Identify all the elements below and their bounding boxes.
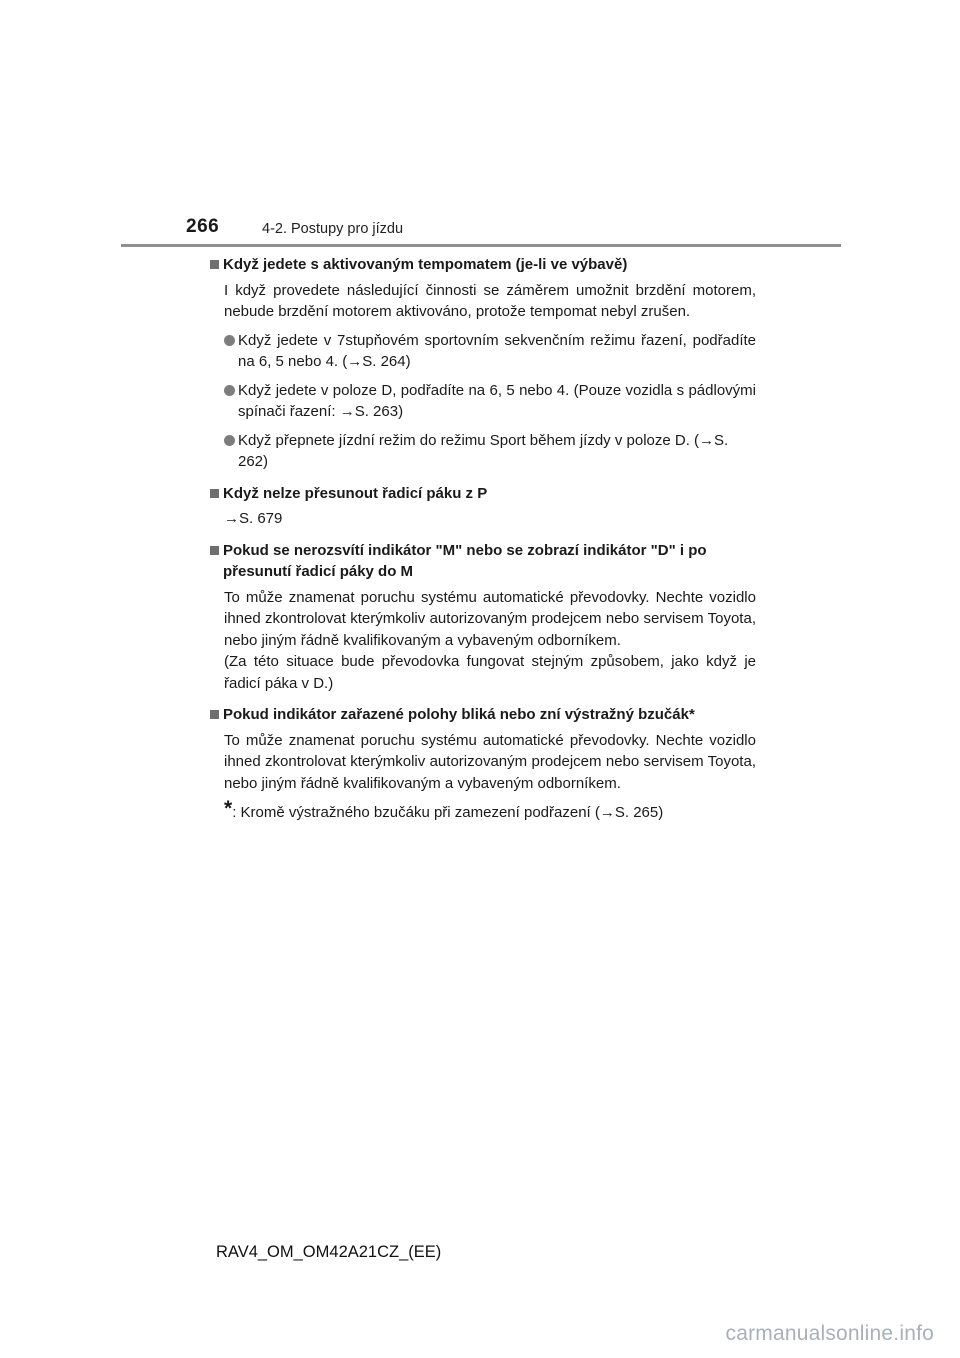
watermark: carmanualsonline.info bbox=[725, 1322, 934, 1345]
square-bullet-icon bbox=[210, 546, 219, 555]
page-content bbox=[210, 254, 756, 824]
footnote-mark: * bbox=[224, 797, 233, 820]
section-heading-shift-lever-p: Když nelze přesunout řadicí páku z P bbox=[210, 483, 756, 505]
square-bullet-icon bbox=[210, 260, 219, 269]
section-title: 4-2. Postupy pro jízdu bbox=[262, 221, 404, 237]
page-number: 266 bbox=[186, 216, 220, 237]
section-paragraph: To může znamenat poruchu systému automatické převodovky. Nechte vozidlo ihned zkontrolovat kterýmkoliv autorizovaným prodejcem nebo servisem Toyota, nebo jiným řádně kvalifikovaným a vybaveným odborníkem. bbox=[224, 588, 756, 649]
section-paragraph: To může znamenat poruchu systému automatické převodovky. Nechte vozidlo ihned zkontrolovat kterýmkoliv autorizovaným prodejcem nebo servisem Toyota, nebo jiným řádně kvalifikovaným a vybaveným odborníkem. bbox=[224, 731, 756, 792]
list-item: Když přepnete jízdní režim do režimu Sport během jízdy v poloze D. (→S. 262) bbox=[224, 430, 756, 473]
section-paragraph: I když provedete následující činnosti se záměrem umožnit brzdění motorem, nebude brzdění motorem aktivováno, protože tempomat nebyl zrušen. bbox=[224, 281, 756, 320]
circle-bullet-icon bbox=[224, 435, 235, 446]
header-divider bbox=[121, 244, 841, 247]
square-bullet-icon bbox=[210, 710, 219, 719]
list-item: Když jedete v poloze D, podřadíte na 6, 5 nebo 4. (Pouze vozidla s pádlovými spínači řazení: →S. 263) bbox=[224, 380, 756, 423]
page-header bbox=[0, 0, 960, 250]
square-bullet-icon bbox=[210, 489, 219, 498]
circle-bullet-icon bbox=[224, 335, 235, 346]
document-code: RAV4_OM_OM42A21CZ_(EE) bbox=[216, 1243, 442, 1261]
footnote bbox=[224, 798, 756, 824]
section-paragraph-note: (Za této situace bude převodovka fungovat stejným způsobem, jako když je řadicí páka v D.) bbox=[224, 653, 756, 692]
list-item: Když jedete v 7stupňovém sportovním sekvenčním režimu řazení, podřadíte na 6, 5 nebo 4. (→S. 264) bbox=[224, 330, 756, 373]
page-reference: →S. 679 bbox=[224, 510, 283, 527]
section-heading-m-indicator: Pokud se nerozsvítí indikátor "M" nebo se zobrazí indikátor "D" i po přesunutí řadicí páky do M bbox=[210, 540, 756, 583]
footnote-text: : Kromě výstražného bzučáku při zamezení podřazení (→S. 265) bbox=[232, 804, 664, 821]
section-heading-shift-indicator-blink: Pokud indikátor zařazené polohy bliká nebo zní výstražný bzučák* bbox=[210, 704, 756, 726]
section-heading-cruise-control: Když jedete s aktivovaným tempomatem (je-li ve výbavě) bbox=[210, 254, 756, 276]
circle-bullet-icon bbox=[224, 385, 235, 396]
